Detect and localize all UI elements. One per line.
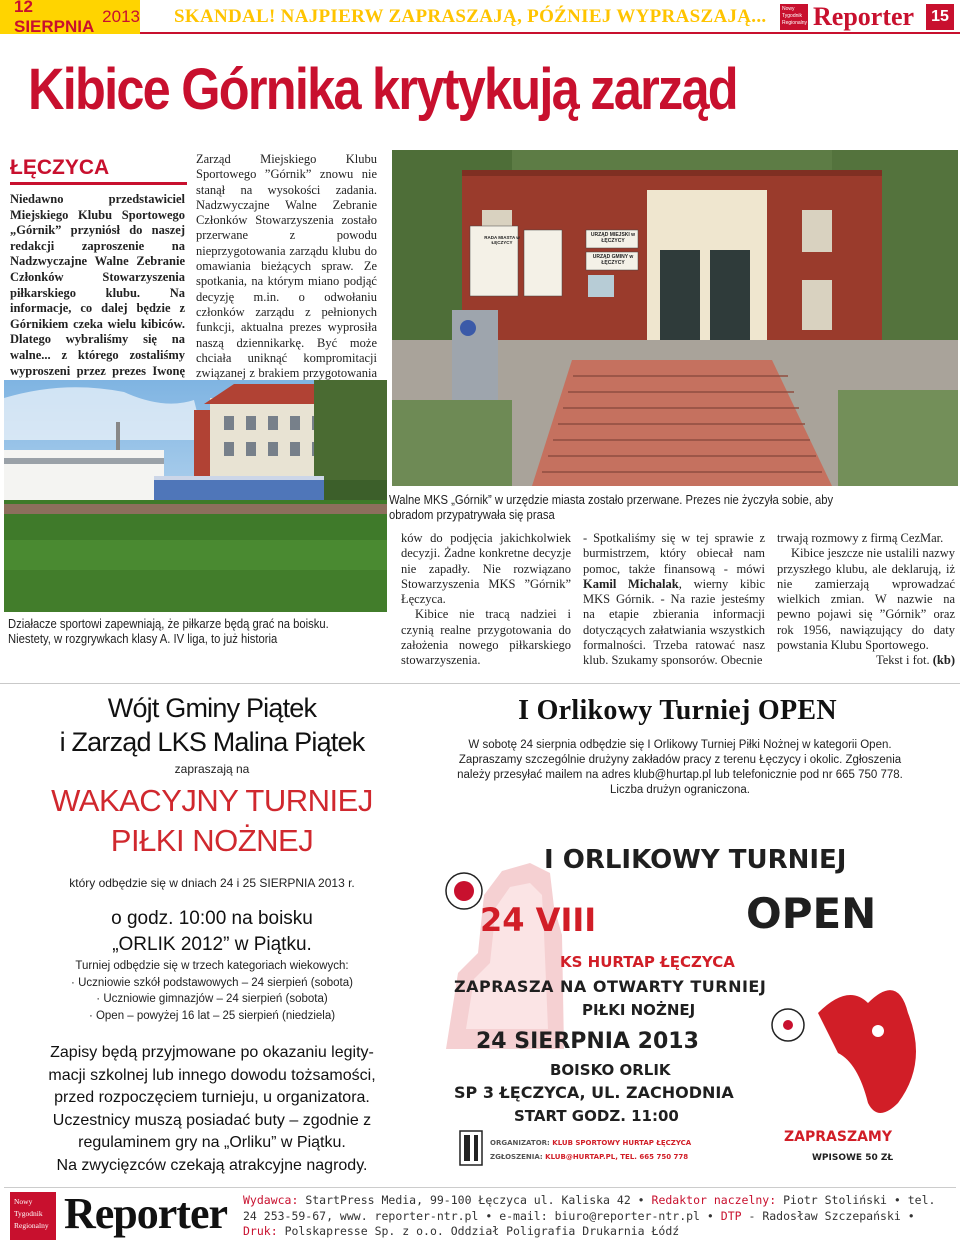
poster-line-2: KS HURTAP ŁĘCZYCA bbox=[560, 953, 735, 971]
dtp-label: DTP bbox=[720, 1208, 742, 1223]
section-headline: SKANDAL! NAJPIERW ZAPRASZAJĄ, PÓŹNIEJ WYPRASZAJĄ... bbox=[174, 6, 767, 27]
article-column-2 bbox=[401, 531, 571, 669]
section-tag: ŁĘCZYCA bbox=[10, 156, 110, 179]
sign-commune-office: URZĄD GMINY w ŁĘCZYCY bbox=[592, 254, 634, 266]
article-signature bbox=[777, 653, 955, 668]
phone-website: tel. 24 253-59-67, www. reporter-ntr.pl bbox=[243, 1193, 936, 1223]
town-hall-illustration bbox=[392, 150, 958, 486]
article-column-3 bbox=[583, 531, 765, 669]
sign-city-office: URZĄD MIEJSKI w ŁĘCZYCY bbox=[590, 232, 636, 244]
ad-right-description: W sobotę 24 sierpnia odbędzie się I Orlikowy Turniej Piłki Nożnej w kategorii Open. Zapraszamy szczególnie drużyny zakładów pracy z terenu Łęczycy i okolic. Zgłoszenia należy przesyłać mailem na adres klub@hurtap.pl lub telefonicznie pod nr 665 750 778. Liczba drużyn ograniczona. bbox=[457, 739, 903, 796]
poster-line-7: SP 3 ŁĘCZYCA, UL. ZACHODNIA bbox=[454, 1083, 734, 1102]
poster-line-3: ZAPRASZA NA OTWARTY TURNIEJ bbox=[454, 977, 767, 996]
issue-date-year: 2013 bbox=[102, 7, 140, 26]
ad-left-organizer-1: Wójt Gminy Piątek bbox=[107, 693, 317, 723]
devil-mascot-icon bbox=[818, 990, 916, 1113]
ad-left-place: „ORLIK 2012” w Piątku. bbox=[112, 934, 312, 955]
section-separator bbox=[0, 683, 960, 684]
ad-left-time: o godz. 10:00 na boisku bbox=[111, 908, 313, 929]
publisher-label: Wydawca: bbox=[243, 1193, 299, 1207]
poster-open: OPEN bbox=[746, 889, 877, 938]
stadium-photo bbox=[4, 380, 387, 612]
article-title: Kibice Górnika krytykują zarząd bbox=[28, 57, 737, 122]
category-item: · Open – powyżej 16 lat – 25 sierpień (niedziela) bbox=[88, 1009, 336, 1022]
quote-text: , wierny kibic MKS Górnik. - Na razie jesteśmy na etapie zbierania informacji dotyczących załatwiania wszystkich formalności. Trzeba ratować nasz klub. Szukamy sponsorów. Obecnie bbox=[583, 576, 765, 668]
article-paragraph: Zarząd Miejskiego Klubu Sportowego ”Górnik” znowu nie stanął na wysokości zadania. Nadzwyczajne Walne Zebranie Członków Stowarzyszenia zostało przerwane z powodu nieprzygotowania zarządu klubu do omawiania bieżących spraw. Ze spotkania, na którym miano podjąć decyzję m.in. o odwołaniu członków zarządu z pełnionych funkcji, aktualna prezes wyprosiła naszą dziennikarkę. Być może chciała uniknąć kompromitacji związanej z brakiem przygotowania bbox=[196, 152, 377, 381]
ad-left-organizer-2: i Zarząd LKS Malina Piątek bbox=[59, 727, 365, 757]
stadium-illustration bbox=[4, 380, 387, 612]
hurtap-shield-icon bbox=[460, 1131, 482, 1165]
town-hall-photo bbox=[392, 150, 958, 486]
print-value: Polskapresse Sp. z o.o. Oddział Poligrafia Drukarnia Łódź bbox=[284, 1224, 680, 1238]
organizer-label: ORGANIZATOR: bbox=[490, 1139, 550, 1147]
article-column-4 bbox=[777, 531, 955, 669]
article-paragraph: Kibice jeszcze nie ustalili nazwy przyszłego klubu, ale deklarują, iż nie zamierzają wprowadzać wielkich zmian. W nazwie na pewno pojawi się ”Górnik” oraz rok 1956, nawiązujący do daty powstania Klubu Sportowego. bbox=[777, 546, 955, 653]
quote-text: - Spotkaliśmy się w tej sprawie z burmistrzem, który obiecał nam pomoc, także finansową - mówi bbox=[583, 531, 765, 576]
article-column-1 bbox=[196, 152, 377, 397]
footer-logo-wordmark: Reporter bbox=[64, 1189, 228, 1238]
note-line: Uczestnicy muszą posiadać buty – zgodnie z bbox=[52, 1111, 372, 1129]
section-divider bbox=[10, 182, 187, 185]
page-number: 15 bbox=[926, 4, 954, 30]
poster-line-5: 24 SIERPNIA 2013 bbox=[476, 1029, 699, 1054]
header-logo-badge: Nowy Tygodnik Regionalny bbox=[780, 4, 808, 30]
publisher-value: StartPress Media, 99-100 Łęczyca ul. Kaliska 42 bbox=[305, 1193, 631, 1207]
poster-organizer bbox=[490, 1139, 691, 1147]
photo-caption-stadium: Działacze sportowi zapewniają, że piłkarze będą grać na boisku. Niestety, w rozgrywkach klasy A. IV liga, to już historia bbox=[8, 617, 329, 646]
article-paragraph: trwają rozmowy z firmą CezMar. bbox=[777, 531, 944, 545]
note-line: Na zwycięzców czekają atrakcyjne nagrody. bbox=[56, 1156, 368, 1174]
dtp-value: - Radosław Szczepański bbox=[748, 1208, 901, 1223]
editor-value: Piotr Stoliński bbox=[783, 1193, 887, 1207]
poster-line-6: BOISKO ORLIK bbox=[550, 1061, 671, 1079]
email: e-mail: biuro@reporter-ntr.pl bbox=[499, 1208, 700, 1223]
photo-caption-building: Walne MKS „Górnik” w urzędzie miasta zostało przerwane. Prezes nie życzyła sobie, aby obradom przypatrywała się prasa bbox=[389, 493, 834, 522]
note-line: regulaminem gry na „Orliku” w Piątku. bbox=[78, 1134, 346, 1151]
note-line: Zapisy będą przyjmowane po okazaniu legity- bbox=[50, 1044, 374, 1061]
ad-left-dates: który odbędzie się w dniach 24 i 25 SIERPNIA 2013 r. bbox=[69, 876, 355, 890]
tournament-poster bbox=[438, 803, 938, 1175]
note-line: przed rozpoczęciem turnieju, u organizatora. bbox=[54, 1089, 370, 1106]
quoted-person: Kamil Michalak bbox=[583, 576, 679, 591]
sign-city-council: RADA MIASTA w ŁĘCZYCY bbox=[484, 235, 520, 245]
category-intro: Turniej odbędzie się w trzech kategoriach wiekowych: bbox=[75, 960, 349, 972]
print-label: Druk: bbox=[243, 1224, 278, 1238]
ad-left-event-title-1: WAKACYJNY TURNIEJ bbox=[51, 783, 373, 818]
header-logo-wordmark: Reporter bbox=[813, 2, 915, 31]
registration-value: KLUB@HURTAP.PL, TEL. 665 750 778 bbox=[545, 1153, 689, 1161]
poster-line-8: START GODZ. 11:00 bbox=[514, 1107, 679, 1125]
poster-invite: ZAPRASZAMY bbox=[784, 1129, 893, 1145]
ad-left-event-title-2: PIŁKI NOŻNEJ bbox=[110, 823, 314, 858]
footer-masthead: Wydawca: StartPress Media, 99-100 Łęczyca ul. Kaliska 42 • Redaktor naczelny: Piotr Stoliński • tel. 24 253-59-67, www. reporter-ntr.pl • e-mail: biuro@reporter-ntr.pl • DTP - Radosław Szczepański • Druk: Polskapresse Sp. z o.o. Oddział Poligrafia Drukarnia Łódź bbox=[243, 1193, 936, 1238]
poster-line-1: I ORLIKOWY TURNIEJ bbox=[544, 845, 847, 875]
registration-label: ZGŁOSZENIA: bbox=[490, 1153, 543, 1161]
category-item: · Uczniowie szkół podstawowych – 24 sierpień (sobota) bbox=[71, 976, 353, 989]
editor-label: Redaktor naczelny: bbox=[651, 1193, 777, 1207]
poster-fee: WPISOWE 50 ZŁ bbox=[812, 1153, 894, 1163]
issue-date-day: 12 SIERPNIA bbox=[14, 0, 95, 36]
poster-date-big: 24 VIII bbox=[480, 901, 597, 939]
ad-left-invite: zapraszają na bbox=[174, 762, 250, 776]
poster-line-4: PIŁKI NOŻNEJ bbox=[582, 1001, 696, 1019]
category-item: · Uczniowie gimnazjów – 24 sierpień (sobota) bbox=[96, 993, 328, 1005]
issue-date bbox=[0, 0, 140, 34]
footer-logo-badge: Nowy Tygodnik Regionalny bbox=[10, 1192, 56, 1240]
signature-author: (kb) bbox=[932, 653, 955, 668]
article-paragraph: ków do podjęcia jakichkolwiek decyzji. Żadne konkretne decyzje nie zapadły. Nie rozwiązano Stowarzyszenia MKS ”Górnik” Łęczyca. bbox=[401, 531, 571, 607]
note-line: macji szkolnej lub innego dowodu tożsamości, bbox=[48, 1066, 376, 1084]
signature-text: Tekst i fot. bbox=[876, 653, 933, 668]
organizer-value: KLUB SPORTOWY HURTAP ŁĘCZYCA bbox=[552, 1139, 692, 1147]
article-paragraph: Kibice nie tracą nadziei i czynią realne przygotowania do założenia nowego piłkarskiego stowarzyszenia. bbox=[401, 607, 571, 668]
poster-registration bbox=[490, 1153, 688, 1161]
ad-left-categories bbox=[22, 958, 402, 1024]
ad-right-title: I Orlikowy Turniej OPEN bbox=[518, 695, 837, 726]
article-lead: Niedawno przedstawiciel Miejskiego Klubu Sportowego „Górnik” przyniósł do naszej redakcji zaproszenie na Nadzwyczajne Walne Zebranie Członków Stowarzyszenia piłkarskiego klubu. Na informacje, co dalej będzie z Górnikiem czeka wielu kibiców. Dlatego wybraliśmy się na walne... z którego zostaliśmy wyproszeni przez prezes Iwonę bbox=[10, 192, 185, 378]
ad-left-registration-note bbox=[22, 1042, 402, 1177]
article-paragraph bbox=[583, 531, 765, 669]
